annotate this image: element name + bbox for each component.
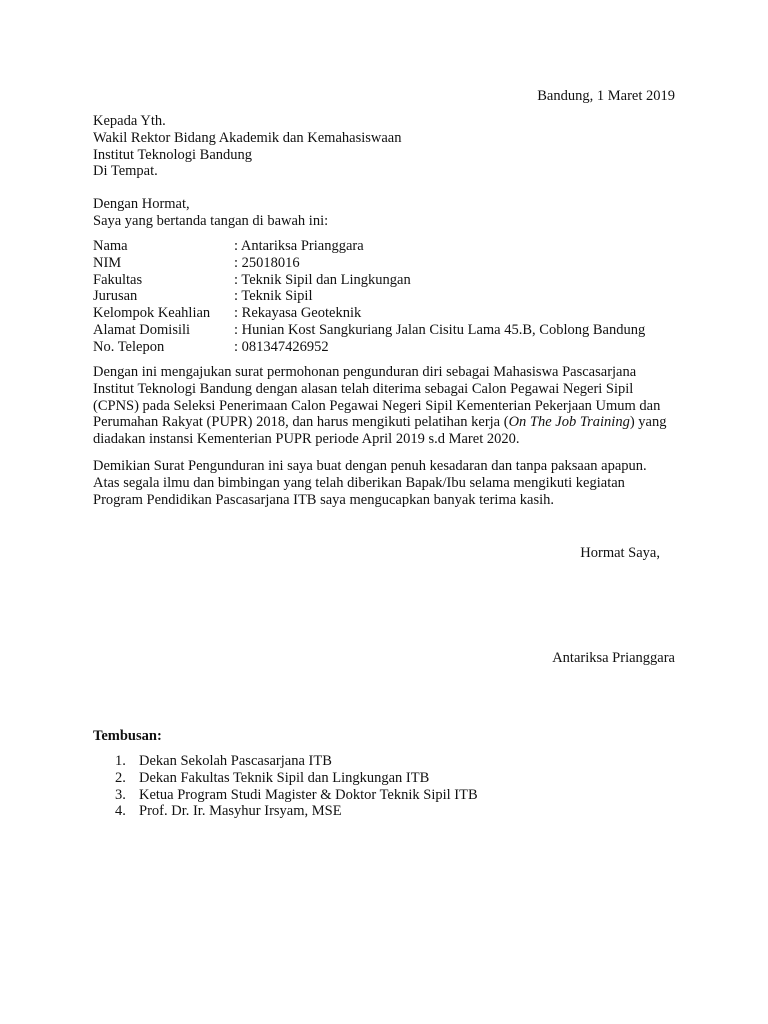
identity-value: : Antariksa Prianggara: [234, 238, 364, 254]
identity-row: [93, 339, 645, 356]
salutation-greeting: Dengan Hormat,: [93, 196, 190, 212]
letter-date: Bandung, 1 Maret 2019: [537, 88, 675, 104]
identity-row: [93, 255, 645, 272]
identity-label: Alamat Domisili: [93, 321, 191, 338]
list-item: [93, 753, 478, 770]
identity-label: No. Telepon: [93, 338, 165, 355]
closing-phrase: Hormat Saya,: [580, 545, 660, 561]
list-item-text: Dekan Sekolah Pascasarjana ITB: [139, 753, 332, 769]
identity-row: [93, 272, 645, 289]
identity-value: : Teknik Sipil: [234, 288, 313, 305]
list-item: [93, 803, 478, 820]
list-item-number: 1.: [115, 753, 126, 769]
body-paragraph-1: [93, 364, 675, 448]
identity-value: : Rekayasa Geoteknik: [234, 305, 362, 322]
paragraph-text: ) yang diadakan instansi Kementerian PUPR periode April 2019 s.d Maret 2020.: [93, 414, 667, 448]
identity-value: : 25018016: [234, 254, 300, 271]
recipient-greeting: Kepada Yth.: [93, 113, 166, 129]
body-paragraph-2: Demikian Surat Pengunduran ini saya buat dengan penuh kesadaran dan tanpa paksaan apapun. Atas segala ilmu dan bimbingan yang telah diberikan Bapak/Ibu selama mengikuti kegiatan Program Pendidikan Pascasarjana ITB saya mengucapkan banyak terima kasih.: [93, 458, 647, 508]
list-item-text: Prof. Dr. Ir. Masyhur Irsyam, MSE: [139, 803, 342, 820]
paragraph-italic-text: On The Job Training: [508, 414, 630, 431]
identity-label: Nama: [93, 238, 128, 254]
identity-label: Fakultas: [93, 271, 143, 288]
salutation-block: [93, 196, 328, 230]
identity-value: : 081347426952: [234, 338, 329, 355]
list-item-number: 3.: [115, 786, 126, 803]
identity-row: [93, 288, 645, 305]
identity-value: : Teknik Sipil dan Lingkungan: [234, 271, 411, 288]
identity-row: [93, 305, 645, 322]
recipient-location: Di Tempat.: [93, 163, 158, 180]
tembusan-list: [93, 753, 478, 820]
recipient-institution: Institut Teknologi Bandung: [93, 146, 253, 163]
identity-label: Kelompok Keahlian: [93, 305, 211, 322]
identity-label: Jurusan: [93, 288, 138, 305]
list-item-number: 4.: [115, 803, 126, 820]
identity-row: [93, 238, 645, 255]
identity-value: : Hunian Kost Sangkuriang Jalan Cisitu Lama 45.B, Coblong Bandung: [234, 321, 646, 338]
identity-row: [93, 322, 645, 339]
recipient-title: Wakil Rektor Bidang Akademik dan Kemahasiswaan: [93, 129, 402, 146]
list-item: [93, 787, 478, 804]
list-item-text: Ketua Program Studi Magister & Doktor Teknik Sipil ITB: [139, 786, 478, 803]
recipient-block: [93, 113, 402, 180]
tembusan-title: Tembusan:: [93, 728, 162, 744]
salutation-intro: Saya yang bertanda tangan di bawah ini:: [93, 212, 329, 229]
list-item: [93, 770, 478, 787]
signer-name: Antariksa Prianggara: [552, 650, 675, 666]
paragraph-text: Dengan ini mengajukan surat permohonan pengunduran diri sebagai Mahasiswa Pascasarjana Institut Teknologi Bandung dengan alasan telah diterima sebagai Calon Pegawai Negeri Sipil (CPNS) pada Seleksi Penerimaan Calon Pegawai Negeri Sipil Kementerian Pekerjaan Umum dan Perumahan Rakyat (PUPR) 2018, dan harus mengikuti pelatihan kerja (: [93, 364, 661, 431]
identity-label: NIM: [93, 254, 122, 271]
list-item-number: 2.: [115, 769, 126, 786]
list-item-text: Dekan Fakultas Teknik Sipil dan Lingkungan ITB: [139, 769, 430, 786]
identity-table: [93, 238, 645, 356]
